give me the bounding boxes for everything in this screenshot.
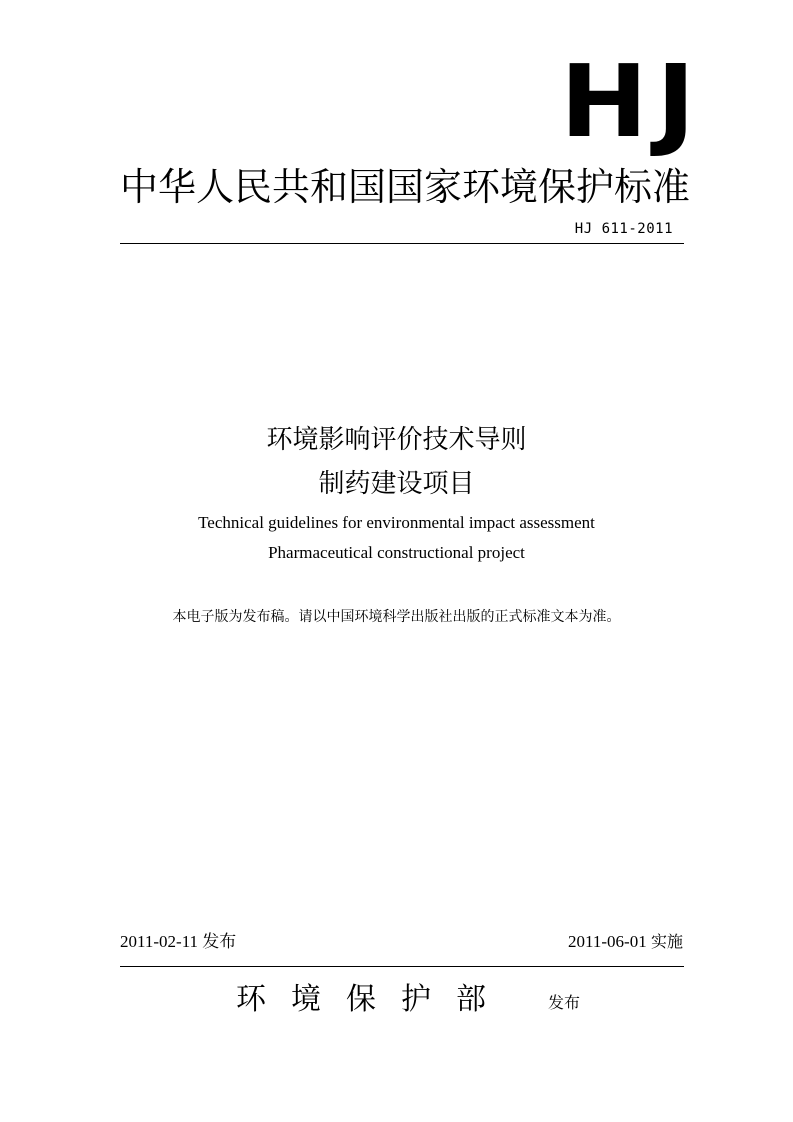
implementation-date (568, 930, 683, 954)
document-title-cn-line1: 环境影响评价技术导则 (266, 425, 527, 455)
standard-category-title: 中华人民共和国国家环境保护标准 (120, 165, 691, 209)
hj-logo: HJ (560, 43, 704, 160)
issue-date: 2011-02-11 发布 (120, 932, 237, 951)
document-title-cn-line2: 制药建设项目 (318, 469, 475, 499)
footer-divider (120, 966, 684, 967)
header-divider (120, 243, 684, 244)
implementation-date-label: 实施 (650, 932, 683, 951)
publication-note: 本电子版为发布稿。请以中国环境科学出版社出版的正式标准文本为准。 (172, 609, 621, 625)
document-title-en-line2: Pharmaceutical constructional project (268, 543, 525, 562)
standard-code: HJ 611-2011 (574, 221, 673, 237)
implementation-date-value: 2011-06-01 (568, 932, 647, 951)
issuing-authority-suffix: 发布 (548, 993, 581, 1012)
document-title-en-line1: Technical guidelines for environmental impact assessment (198, 513, 595, 532)
issuing-authority: 环境保护部 (236, 982, 511, 1017)
